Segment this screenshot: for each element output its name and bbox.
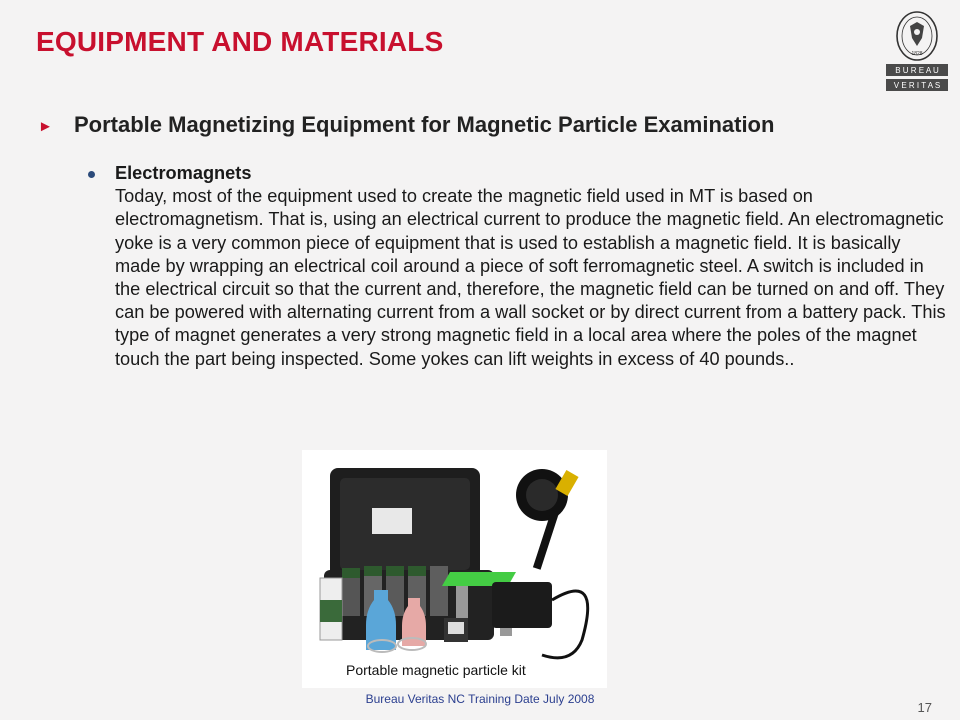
bureau-veritas-logo xyxy=(884,8,950,94)
electromagnets-body: Today, most of the equipment used to create the magnetic field used in MT is based on electromagnetism. That is, using an electrical current to produce the magnetic field. An electromagnetic yoke is a very common piece of equipment that is used to establish a magnetic field. It is basically made by wrapping an electrical coil around a piece of soft ferromagnetic steel. A switch is included in the electrical circuit so that the current and, therefore, the magnetic field can be turned on and off. They can be powered with alternating current from a wall socket or by direct current from a battery pack. This type of magnet generates a very strong magnetic field in a local area where the poles of the magnet touch the part being inspected. Some yokes can lift weights in excess of 40 pounds.. xyxy=(115,186,946,369)
triangle-bullet-icon: ► xyxy=(38,118,53,135)
logo-line1: B U R E A U xyxy=(895,66,939,75)
bullet-level1 xyxy=(38,112,938,138)
round-bullet-icon xyxy=(88,171,95,178)
bullet-heading: Portable Magnetizing Equipment for Magnetic Particle Examination xyxy=(74,112,775,137)
image-caption: Portable magnetic particle kit xyxy=(346,662,526,678)
magnetic-particle-kit-photo xyxy=(302,450,607,688)
logo-year: 1828 xyxy=(911,51,923,57)
logo-line2: V E R I T A S xyxy=(893,81,941,90)
slide-title: EQUIPMENT AND MATERIALS xyxy=(36,26,444,57)
kit-illustration xyxy=(302,450,607,688)
electromagnets-heading: Electromagnets xyxy=(115,163,252,183)
footer-text: Bureau Veritas NC Training Date July 2008 xyxy=(365,692,595,706)
page-number: 17 xyxy=(917,700,932,715)
bullet-level2 xyxy=(88,162,948,371)
electromagnets-paragraph xyxy=(115,162,948,371)
